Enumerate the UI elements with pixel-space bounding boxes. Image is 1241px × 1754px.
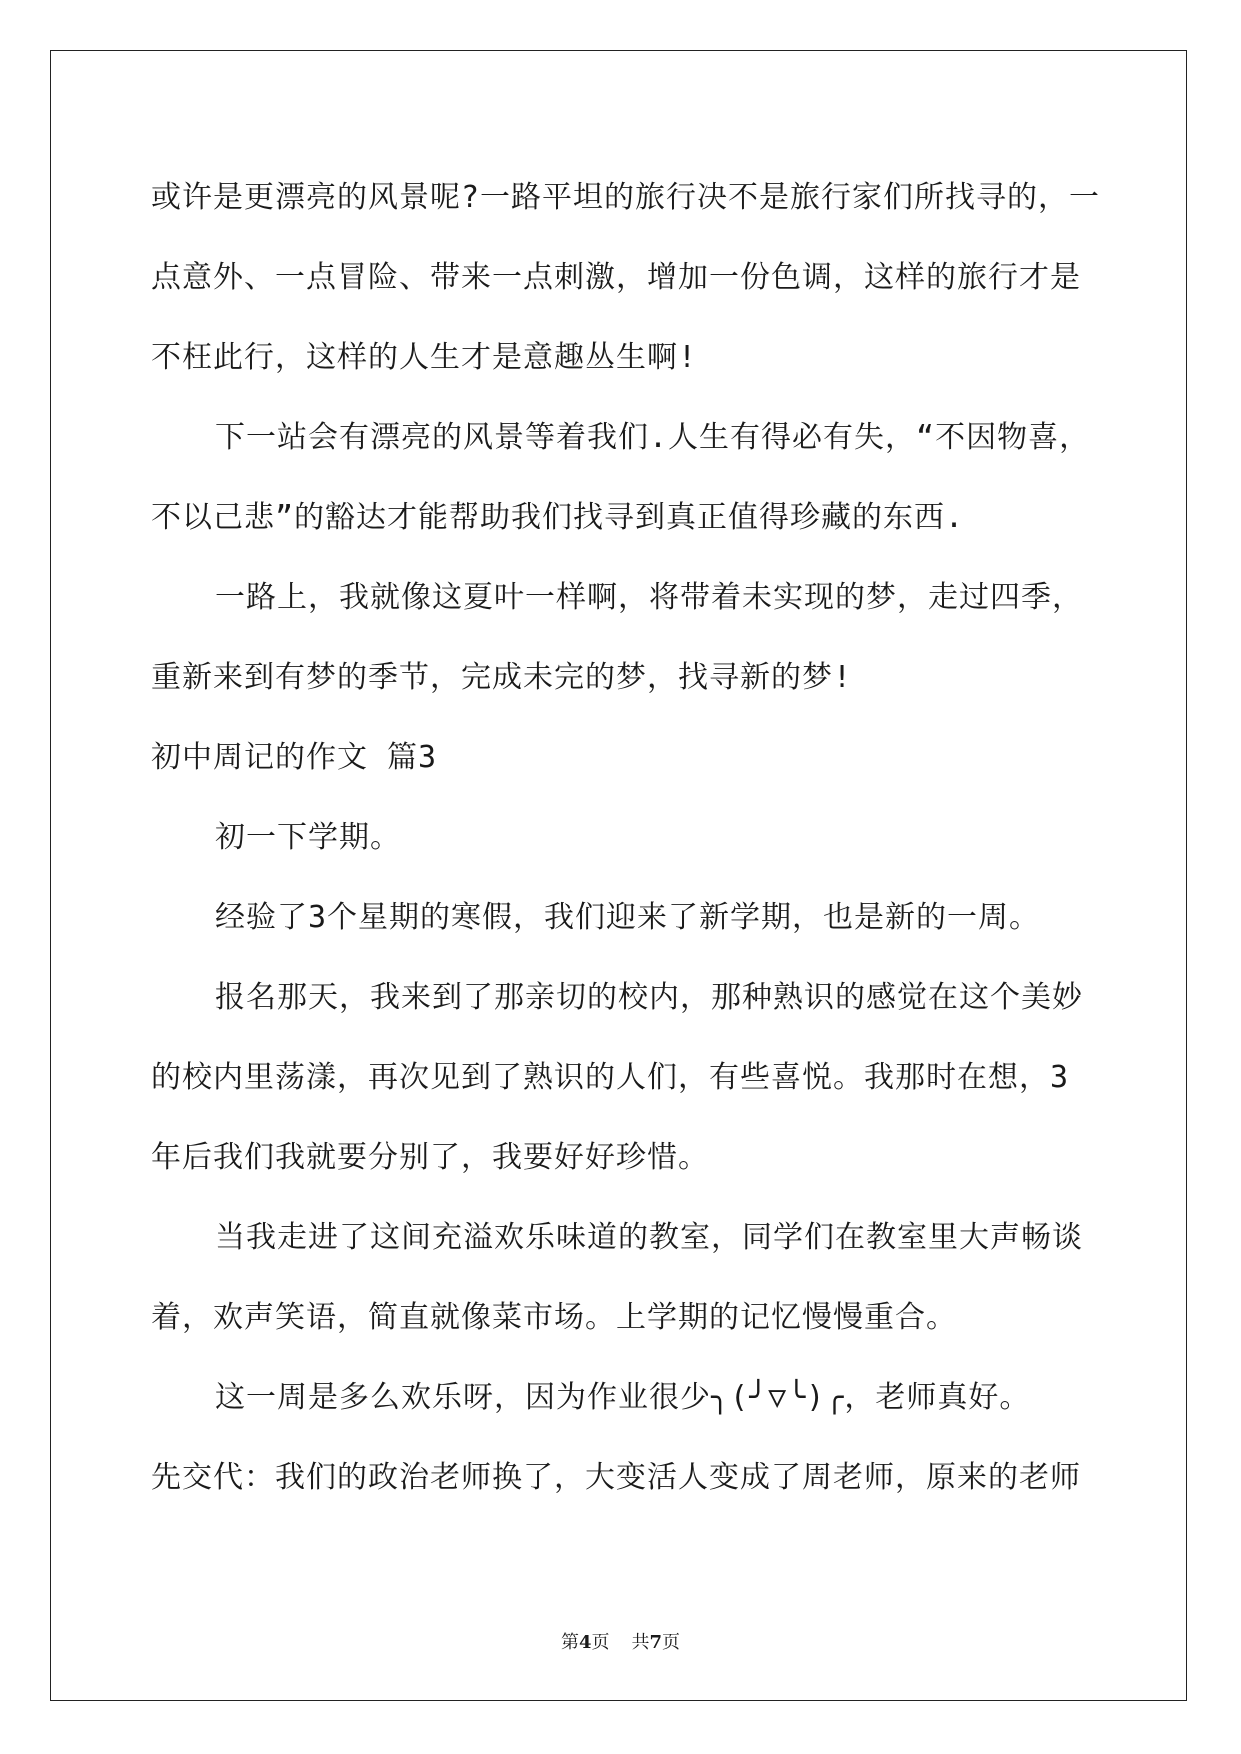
total-prefix: 共 xyxy=(631,1632,650,1653)
text-line-17: 先交代：我们的政治老师换了，大变活人变成了周老师，原来的老师 xyxy=(151,1460,1081,1495)
text-line-12: 的校内里荡漾，再次见到了熟识的人们，有些喜悦。我那时在想，3 xyxy=(151,1060,1070,1095)
text-line-3: 不枉此行，这样的人生才是意趣丛生啊! xyxy=(151,340,698,375)
text-line-16: 这一周是多么欢乐呀，因为作业很少╮(╯▽╰)╭，老师真好。 xyxy=(215,1380,1031,1415)
text-line-14: 当我走进了这间充溢欢乐味道的教室，同学们在教室里大声畅谈 xyxy=(215,1220,1083,1255)
text-line-4: 下一站会有漂亮的风景等着我们.人生有得必有失，“不因物喜， xyxy=(215,420,1091,455)
total-suffix: 页 xyxy=(662,1632,681,1653)
text-line-5: 不以己悲”的豁达才能帮助我们找寻到真正值得珍藏的东西. xyxy=(151,500,965,535)
text-line-10: 经验了3个星期的寒假，我们迎来了新学期，也是新的一周。 xyxy=(215,900,1041,935)
section-heading: 初中周记的作文 篇3 xyxy=(151,740,438,775)
text-line-1: 或许是更漂亮的风景呢?一路平坦的旅行决不是旅行家们所找寻的，一 xyxy=(151,180,1101,215)
text-line-6: 一路上，我就像这夏叶一样啊，将带着未实现的梦，走过四季， xyxy=(215,580,1083,615)
document-body xyxy=(151,158,1101,1518)
page-footer xyxy=(0,1628,1241,1654)
text-line-2: 点意外、一点冒险、带来一点刺激，增加一份色调，这样的旅行才是 xyxy=(151,260,1081,295)
text-line-11: 报名那天，我来到了那亲切的校内，那种熟识的感觉在这个美妙 xyxy=(215,980,1083,1015)
text-line-13: 年后我们我就要分别了，我要好好珍惜。 xyxy=(151,1140,709,1175)
text-line-9: 初一下学期。 xyxy=(215,820,401,855)
text-line-15: 着，欢声笑语，简直就像菜市场。上学期的记忆慢慢重合。 xyxy=(151,1300,957,1335)
total-pages: 7 xyxy=(649,1632,663,1653)
page-suffix: 页 xyxy=(591,1632,610,1653)
page-prefix: 第 xyxy=(560,1632,579,1653)
text-line-7: 重新来到有梦的季节，完成未完的梦，找寻新的梦! xyxy=(151,660,853,695)
page-number: 4 xyxy=(578,1632,592,1653)
